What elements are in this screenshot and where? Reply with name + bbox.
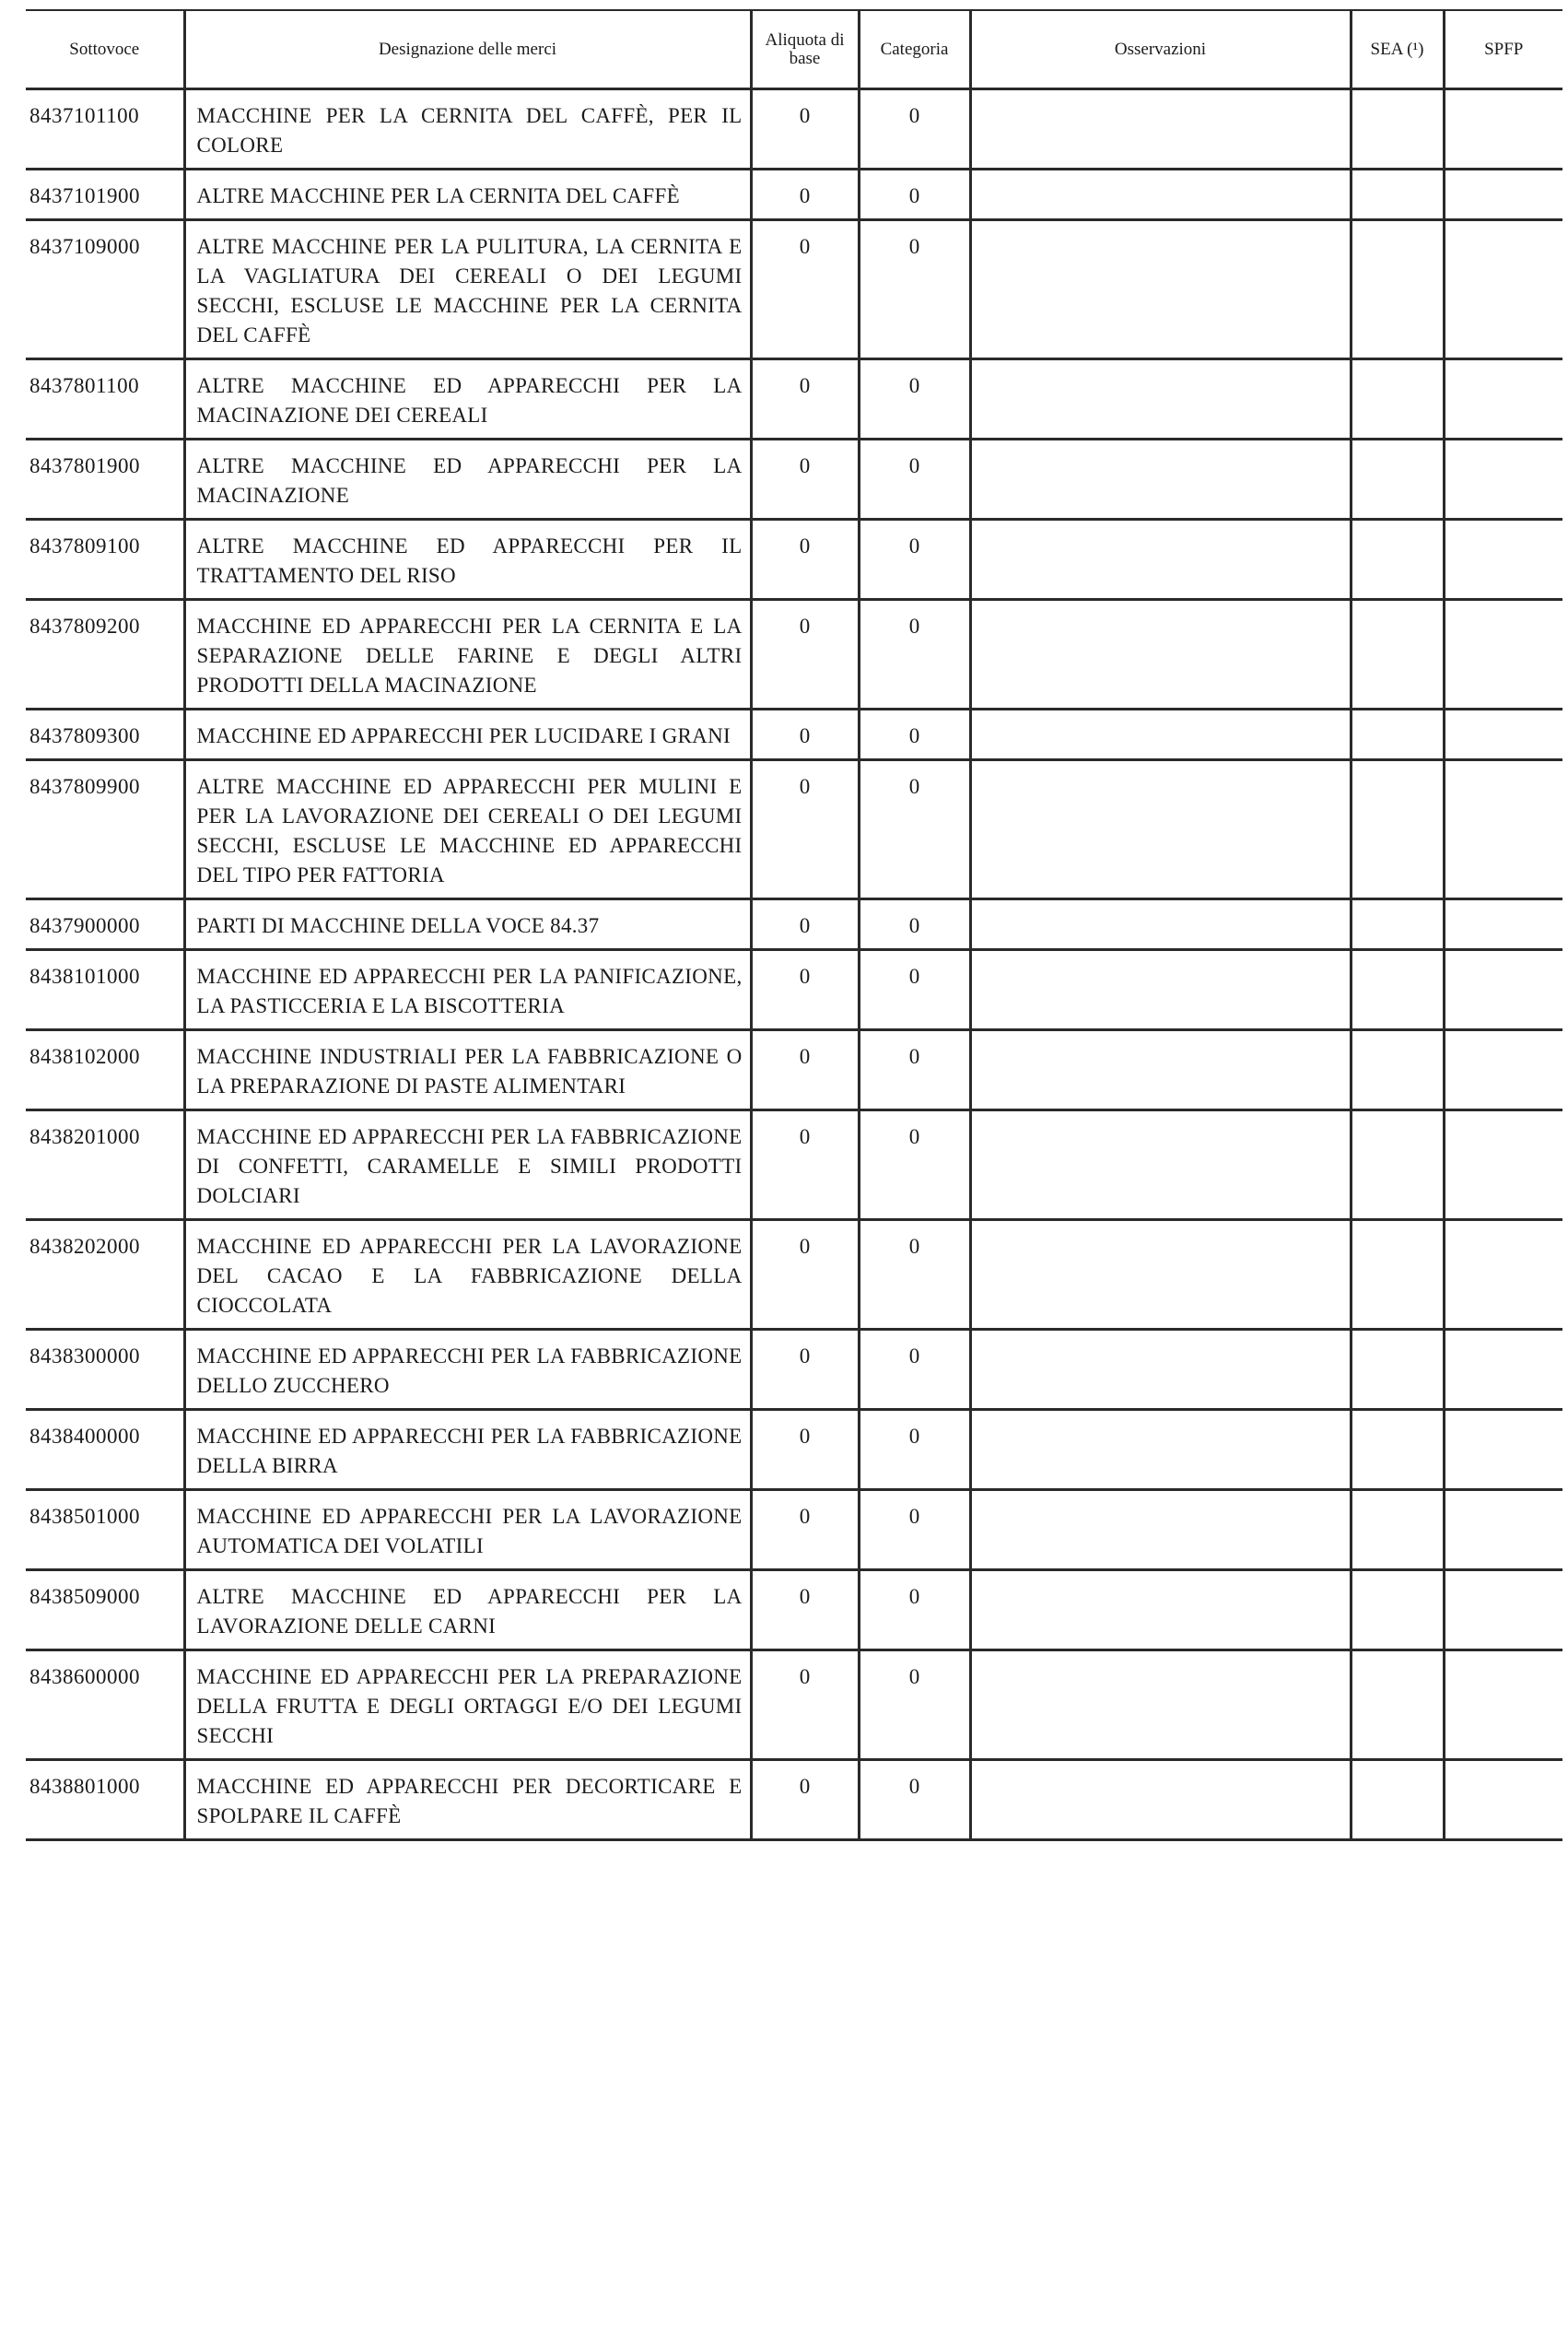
cell-designazione: MACCHINE ED APPARECCHI PER LA FABBRICAZIONE DI CONFETTI, CARAMELLE E SIMILI PRODOTTI DOLCIARI <box>184 1110 751 1220</box>
cell-aliquota: 0 <box>751 359 859 440</box>
cell-designazione: MACCHINE ED APPARECCHI PER LA CERNITA E LA SEPARAZIONE DELLE FARINE E DEGLI ALTRI PRODOTTI DELLA MACINAZIONE <box>184 600 751 710</box>
cell-osservazioni <box>970 710 1351 760</box>
cell-sea <box>1351 359 1444 440</box>
table-row <box>26 1110 1562 1220</box>
table-row <box>26 710 1562 760</box>
cell-designazione: MACCHINE ED APPARECCHI PER LA PANIFICAZIONE, LA PASTICCERIA E LA BISCOTTERIA <box>184 950 751 1030</box>
cell-designazione: ALTRE MACCHINE PER LA CERNITA DEL CAFFÈ <box>184 170 751 220</box>
cell-aliquota: 0 <box>751 600 859 710</box>
cell-spfp <box>1444 359 1562 440</box>
table-row <box>26 899 1562 950</box>
cell-osservazioni <box>970 1490 1351 1570</box>
cell-sottovoce: 8437809300 <box>26 710 184 760</box>
cell-categoria: 0 <box>859 1490 970 1570</box>
table-row <box>26 1760 1562 1840</box>
cell-sea <box>1351 600 1444 710</box>
cell-categoria: 0 <box>859 600 970 710</box>
cell-osservazioni <box>970 1410 1351 1490</box>
cell-sea <box>1351 899 1444 950</box>
cell-categoria: 0 <box>859 1410 970 1490</box>
table-row <box>26 520 1562 600</box>
cell-sottovoce: 8438600000 <box>26 1650 184 1760</box>
table-row <box>26 1220 1562 1330</box>
cell-spfp <box>1444 600 1562 710</box>
cell-sea <box>1351 760 1444 899</box>
cell-aliquota: 0 <box>751 899 859 950</box>
table-row <box>26 1330 1562 1410</box>
cell-spfp <box>1444 520 1562 600</box>
cell-categoria: 0 <box>859 1570 970 1650</box>
cell-designazione: MACCHINE ED APPARECCHI PER LA LAVORAZIONE AUTOMATICA DEI VOLATILI <box>184 1490 751 1570</box>
header-osservazioni: Osservazioni <box>970 10 1351 89</box>
cell-sea <box>1351 1330 1444 1410</box>
header-aliquota: Aliquota di base <box>751 10 859 89</box>
cell-sea <box>1351 710 1444 760</box>
cell-osservazioni <box>970 520 1351 600</box>
cell-aliquota: 0 <box>751 220 859 359</box>
cell-aliquota: 0 <box>751 1490 859 1570</box>
cell-sottovoce: 8438202000 <box>26 1220 184 1330</box>
cell-spfp <box>1444 1330 1562 1410</box>
cell-designazione: MACCHINE INDUSTRIALI PER LA FABBRICAZIONE O LA PREPARAZIONE DI PASTE ALIMENTARI <box>184 1030 751 1110</box>
cell-designazione: MACCHINE ED APPARECCHI PER DECORTICARE E SPOLPARE IL CAFFÈ <box>184 1760 751 1840</box>
cell-sottovoce: 8438102000 <box>26 1030 184 1110</box>
table-row <box>26 950 1562 1030</box>
cell-categoria: 0 <box>859 1030 970 1110</box>
cell-sea <box>1351 170 1444 220</box>
cell-designazione: MACCHINE ED APPARECCHI PER LA FABBRICAZIONE DELLO ZUCCHERO <box>184 1330 751 1410</box>
cell-designazione: ALTRE MACCHINE PER LA PULITURA, LA CERNITA E LA VAGLIATURA DEI CEREALI O DEI LEGUMI SECCHI, ESCLUSE LE MACCHINE PER LA CERNITA DEL CAFFÈ <box>184 220 751 359</box>
cell-categoria: 0 <box>859 440 970 520</box>
cell-sottovoce: 8437101100 <box>26 89 184 170</box>
table-row <box>26 760 1562 899</box>
cell-spfp <box>1444 440 1562 520</box>
table-row <box>26 1410 1562 1490</box>
cell-osservazioni <box>970 760 1351 899</box>
cell-osservazioni <box>970 1220 1351 1330</box>
cell-sottovoce: 8437801100 <box>26 359 184 440</box>
cell-osservazioni <box>970 440 1351 520</box>
header-categoria: Categoria <box>859 10 970 89</box>
cell-sottovoce: 8437809200 <box>26 600 184 710</box>
cell-osservazioni <box>970 1110 1351 1220</box>
cell-designazione: ALTRE MACCHINE ED APPARECCHI PER IL TRATTAMENTO DEL RISO <box>184 520 751 600</box>
cell-sottovoce: 8437900000 <box>26 899 184 950</box>
table-row <box>26 89 1562 170</box>
cell-sea <box>1351 1030 1444 1110</box>
cell-osservazioni <box>970 899 1351 950</box>
cell-categoria: 0 <box>859 1220 970 1330</box>
cell-sottovoce: 8438300000 <box>26 1330 184 1410</box>
cell-aliquota: 0 <box>751 1030 859 1110</box>
table-row <box>26 359 1562 440</box>
cell-osservazioni <box>970 170 1351 220</box>
cell-designazione: ALTRE MACCHINE ED APPARECCHI PER LA MACINAZIONE DEI CEREALI <box>184 359 751 440</box>
cell-spfp <box>1444 950 1562 1030</box>
cell-categoria: 0 <box>859 89 970 170</box>
cell-aliquota: 0 <box>751 1570 859 1650</box>
table-row <box>26 1650 1562 1760</box>
cell-sottovoce: 8437809100 <box>26 520 184 600</box>
cell-spfp <box>1444 899 1562 950</box>
cell-sottovoce: 8438501000 <box>26 1490 184 1570</box>
cell-aliquota: 0 <box>751 1410 859 1490</box>
cell-sottovoce: 8438801000 <box>26 1760 184 1840</box>
cell-aliquota: 0 <box>751 1330 859 1410</box>
cell-osservazioni <box>970 1760 1351 1840</box>
header-sottovoce: Sottovoce <box>26 10 184 89</box>
cell-designazione: MACCHINE ED APPARECCHI PER LUCIDARE I GRANI <box>184 710 751 760</box>
tariff-table <box>26 9 1562 1841</box>
cell-spfp <box>1444 220 1562 359</box>
cell-aliquota: 0 <box>751 1760 859 1840</box>
cell-sea <box>1351 440 1444 520</box>
cell-spfp <box>1444 1220 1562 1330</box>
cell-spfp <box>1444 170 1562 220</box>
cell-aliquota: 0 <box>751 1650 859 1760</box>
cell-designazione: MACCHINE PER LA CERNITA DEL CAFFÈ, PER IL COLORE <box>184 89 751 170</box>
table-row <box>26 170 1562 220</box>
cell-spfp <box>1444 1650 1562 1760</box>
cell-categoria: 0 <box>859 520 970 600</box>
cell-sea <box>1351 1490 1444 1570</box>
cell-designazione: ALTRE MACCHINE ED APPARECCHI PER LA MACINAZIONE <box>184 440 751 520</box>
cell-categoria: 0 <box>859 1110 970 1220</box>
cell-sottovoce: 8438509000 <box>26 1570 184 1650</box>
cell-sottovoce: 8438101000 <box>26 950 184 1030</box>
cell-sea <box>1351 1410 1444 1490</box>
cell-spfp <box>1444 1760 1562 1840</box>
cell-designazione: MACCHINE ED APPARECCHI PER LA PREPARAZIONE DELLA FRUTTA E DEGLI ORTAGGI E/O DEI LEGUMI SECCHI <box>184 1650 751 1760</box>
cell-spfp <box>1444 760 1562 899</box>
cell-osservazioni <box>970 89 1351 170</box>
cell-sea <box>1351 1570 1444 1650</box>
table-row <box>26 1030 1562 1110</box>
cell-sea <box>1351 220 1444 359</box>
cell-sea <box>1351 89 1444 170</box>
table-row <box>26 600 1562 710</box>
cell-aliquota: 0 <box>751 1220 859 1330</box>
cell-sottovoce: 8438201000 <box>26 1110 184 1220</box>
cell-osservazioni <box>970 1330 1351 1410</box>
cell-aliquota: 0 <box>751 89 859 170</box>
header-designazione: Designazione delle merci <box>184 10 751 89</box>
cell-aliquota: 0 <box>751 760 859 899</box>
cell-categoria: 0 <box>859 359 970 440</box>
table-row <box>26 1490 1562 1570</box>
cell-categoria: 0 <box>859 1330 970 1410</box>
table-row <box>26 220 1562 359</box>
header-sea: SEA (¹) <box>1351 10 1444 89</box>
cell-sottovoce: 8438400000 <box>26 1410 184 1490</box>
cell-sea <box>1351 1760 1444 1840</box>
header-spfp: SPFP <box>1444 10 1562 89</box>
cell-categoria: 0 <box>859 760 970 899</box>
cell-sea <box>1351 520 1444 600</box>
cell-aliquota: 0 <box>751 170 859 220</box>
cell-categoria: 0 <box>859 1650 970 1760</box>
cell-categoria: 0 <box>859 1760 970 1840</box>
table-row <box>26 440 1562 520</box>
cell-sea <box>1351 1220 1444 1330</box>
cell-designazione: ALTRE MACCHINE ED APPARECCHI PER LA LAVORAZIONE DELLE CARNI <box>184 1570 751 1650</box>
cell-spfp <box>1444 1030 1562 1110</box>
cell-designazione: MACCHINE ED APPARECCHI PER LA LAVORAZIONE DEL CACAO E LA FABBRICAZIONE DELLA CIOCCOLATA <box>184 1220 751 1330</box>
cell-aliquota: 0 <box>751 950 859 1030</box>
cell-aliquota: 0 <box>751 1110 859 1220</box>
cell-osservazioni <box>970 600 1351 710</box>
cell-designazione: PARTI DI MACCHINE DELLA VOCE 84.37 <box>184 899 751 950</box>
cell-categoria: 0 <box>859 220 970 359</box>
cell-osservazioni <box>970 359 1351 440</box>
cell-osservazioni <box>970 1030 1351 1110</box>
cell-sea <box>1351 1110 1444 1220</box>
cell-sea <box>1351 1650 1444 1760</box>
cell-categoria: 0 <box>859 710 970 760</box>
cell-spfp <box>1444 1490 1562 1570</box>
cell-designazione: MACCHINE ED APPARECCHI PER LA FABBRICAZIONE DELLA BIRRA <box>184 1410 751 1490</box>
cell-sottovoce: 8437809900 <box>26 760 184 899</box>
cell-sottovoce: 8437109000 <box>26 220 184 359</box>
cell-osservazioni <box>970 1570 1351 1650</box>
cell-spfp <box>1444 1570 1562 1650</box>
cell-spfp <box>1444 1410 1562 1490</box>
cell-aliquota: 0 <box>751 440 859 520</box>
table-header-row <box>26 10 1562 89</box>
cell-sea <box>1351 950 1444 1030</box>
cell-spfp <box>1444 89 1562 170</box>
cell-categoria: 0 <box>859 899 970 950</box>
cell-designazione: ALTRE MACCHINE ED APPARECCHI PER MULINI E PER LA LAVORAZIONE DEI CEREALI O DEI LEGUMI SECCHI, ESCLUSE LE MACCHINE ED APPARECCHI DEL TIPO PER FATTORIA <box>184 760 751 899</box>
cell-aliquota: 0 <box>751 710 859 760</box>
cell-categoria: 0 <box>859 170 970 220</box>
cell-spfp <box>1444 710 1562 760</box>
cell-categoria: 0 <box>859 950 970 1030</box>
cell-aliquota: 0 <box>751 520 859 600</box>
cell-sottovoce: 8437101900 <box>26 170 184 220</box>
table-row <box>26 1570 1562 1650</box>
tariff-document <box>26 9 1562 1841</box>
cell-osservazioni <box>970 220 1351 359</box>
cell-sottovoce: 8437801900 <box>26 440 184 520</box>
cell-osservazioni <box>970 1650 1351 1760</box>
cell-spfp <box>1444 1110 1562 1220</box>
cell-osservazioni <box>970 950 1351 1030</box>
